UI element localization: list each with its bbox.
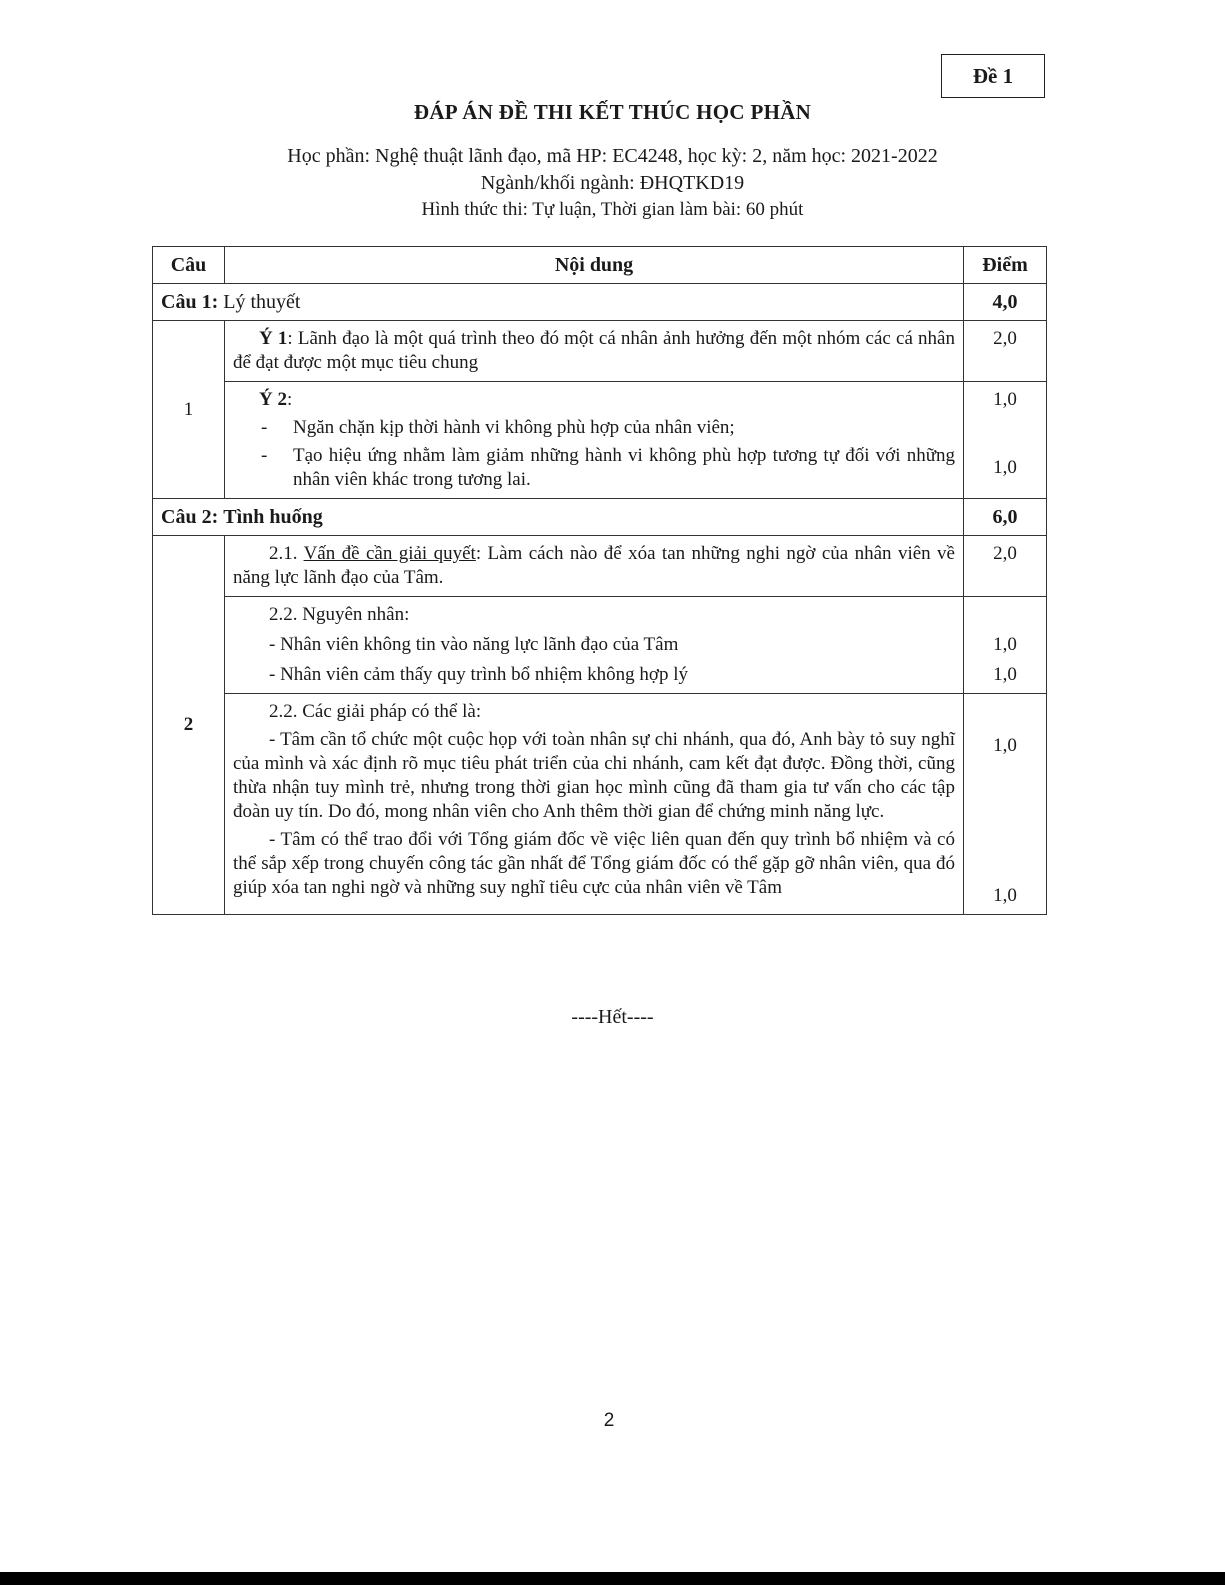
table-row	[153, 597, 1047, 694]
q1-idea-2-colon: :	[286, 389, 293, 410]
exam-version-box	[941, 54, 1045, 98]
q2-part-2-score-a: 1,0	[993, 634, 1017, 655]
q1-idea-2-score-b: 1,0	[993, 457, 1017, 478]
end-marker: ----Hết----	[571, 1006, 654, 1028]
section-row-q1	[153, 284, 1047, 321]
q2-part-3-heading: 2.2. Các giải pháp có thể là:	[269, 701, 482, 722]
section-row-q2	[153, 499, 1047, 536]
q2-part-3-score-b: 1,0	[993, 885, 1017, 906]
q1-idea-1	[225, 321, 964, 382]
table-row	[153, 536, 1047, 597]
section-q2-label: Câu 2:	[161, 506, 219, 528]
course-info: Học phần: Nghệ thuật lãnh đạo, mã HP: EC4248, học kỳ: 2, năm học: 2021-2022	[287, 145, 938, 167]
list-item: - Nhân viên cảm thấy quy trình bổ nhiệm không hợp lý	[269, 664, 689, 685]
q2-part-3-score-a: 1,0	[993, 735, 1017, 756]
list-item: - Nhân viên không tin vào năng lực lãnh đạo của Tâm	[269, 634, 679, 655]
list-item: - Ngăn chặn kịp thời hành vi không phù hợp của nhân viên;	[261, 417, 735, 438]
answer-table	[152, 246, 1047, 915]
list-item: - Tâm có thể trao đổi với Tổng giám đốc về việc liên quan đến quy trình bổ nhiệm và có thể sắp xếp trong chuyến công tác gần nhất để Tổng giám đốc có thể gặp gỡ nhân viên, qua đó giúp xóa tan nghi ngờ và những suy nghĩ tiêu cực của nhân viên về Tâm	[233, 829, 955, 898]
document-title: ĐÁP ÁN ĐỀ THI KẾT THÚC HỌC PHẦN	[413, 100, 812, 124]
q1-idea-1-label: Ý 1	[259, 328, 288, 349]
q2-part-1-label: Vấn đề cần giải quyết	[303, 543, 476, 564]
list-item: - Tâm cần tổ chức một cuộc họp với toàn nhân sự chi nhánh, qua đó, Anh bày tỏ suy nghĩ của mình và xác định rõ mục tiêu phát triển của chi nhánh, cam kết đạt được. Đồng thời, cũng thừa nhận tuy mình trẻ, nhưng trong thời gian học mình cũng đã tham gia tư vấn cho các tập đoàn uy tín. Do đó, mong nhân viên cho Anh thêm thời gian để chứng minh năng lực.	[233, 729, 955, 822]
question-number-2: 2	[153, 536, 225, 915]
section-q1-label: Câu 1:	[161, 291, 219, 313]
table-row	[153, 382, 1047, 499]
q2-part-2-scores	[964, 597, 1047, 694]
section-q2-score: 6,0	[964, 499, 1047, 536]
q2-part-1: 2.1. Vấn đề cần giải quyết: Làm cách nào để xóa tan những nghi ngờ của nhân viên về năng lực lãnh đạo của Tâm.	[225, 536, 964, 597]
q1-idea-2-label: Ý 2	[259, 389, 287, 410]
section-q1-title	[153, 284, 964, 321]
q2-part-1-score: 2,0	[964, 536, 1047, 597]
scan-bottom-edge	[0, 1572, 1225, 1585]
header-diem: Điểm	[964, 247, 1047, 284]
q1-idea-1-text: : Lãnh đạo là một quá trình theo đó một cá nhân ảnh hưởng đến một nhóm các cá nhân để đạt được một mục tiêu chung	[233, 328, 955, 373]
list-item: - Tạo hiệu ứng nhằm làm giảm những hành vi không phù hợp tương tự đối với những nhân viên khác trong tương lai.	[261, 445, 955, 490]
table-row	[153, 321, 1047, 382]
section-q1-score: 4,0	[964, 284, 1047, 321]
q2-part-2-heading: 2.2. Nguyên nhân:	[269, 604, 410, 625]
major-info: Ngành/khối ngành: ĐHQTKD19	[480, 172, 745, 194]
exam-version-label: Đề 1	[972, 63, 1014, 88]
header-noi-dung: Nội dung	[225, 247, 964, 284]
section-q2-title	[153, 499, 964, 536]
section-q2-name: Tình huống	[223, 506, 323, 528]
exam-format-info: Hình thức thi: Tự luận, Thời gian làm bài: 60 phút	[421, 199, 804, 220]
q2-part-3-scores	[964, 694, 1047, 915]
header-cau: Câu	[153, 247, 225, 284]
question-number-1: 1	[153, 321, 225, 499]
q2-part-2	[225, 597, 964, 694]
q1-idea-2-scores	[964, 382, 1047, 499]
page-number: 2	[603, 1410, 615, 1431]
table-row	[153, 694, 1047, 915]
q2-part-2-score-b: 1,0	[993, 664, 1017, 685]
table-header-row	[153, 247, 1047, 284]
q1-idea-1-score: 2,0	[964, 321, 1047, 382]
q2-part-3	[225, 694, 964, 915]
section-q1-name: Lý thuyết	[223, 291, 301, 313]
q1-idea-2-score-a: 1,0	[993, 389, 1017, 410]
q1-idea-2	[225, 382, 964, 499]
